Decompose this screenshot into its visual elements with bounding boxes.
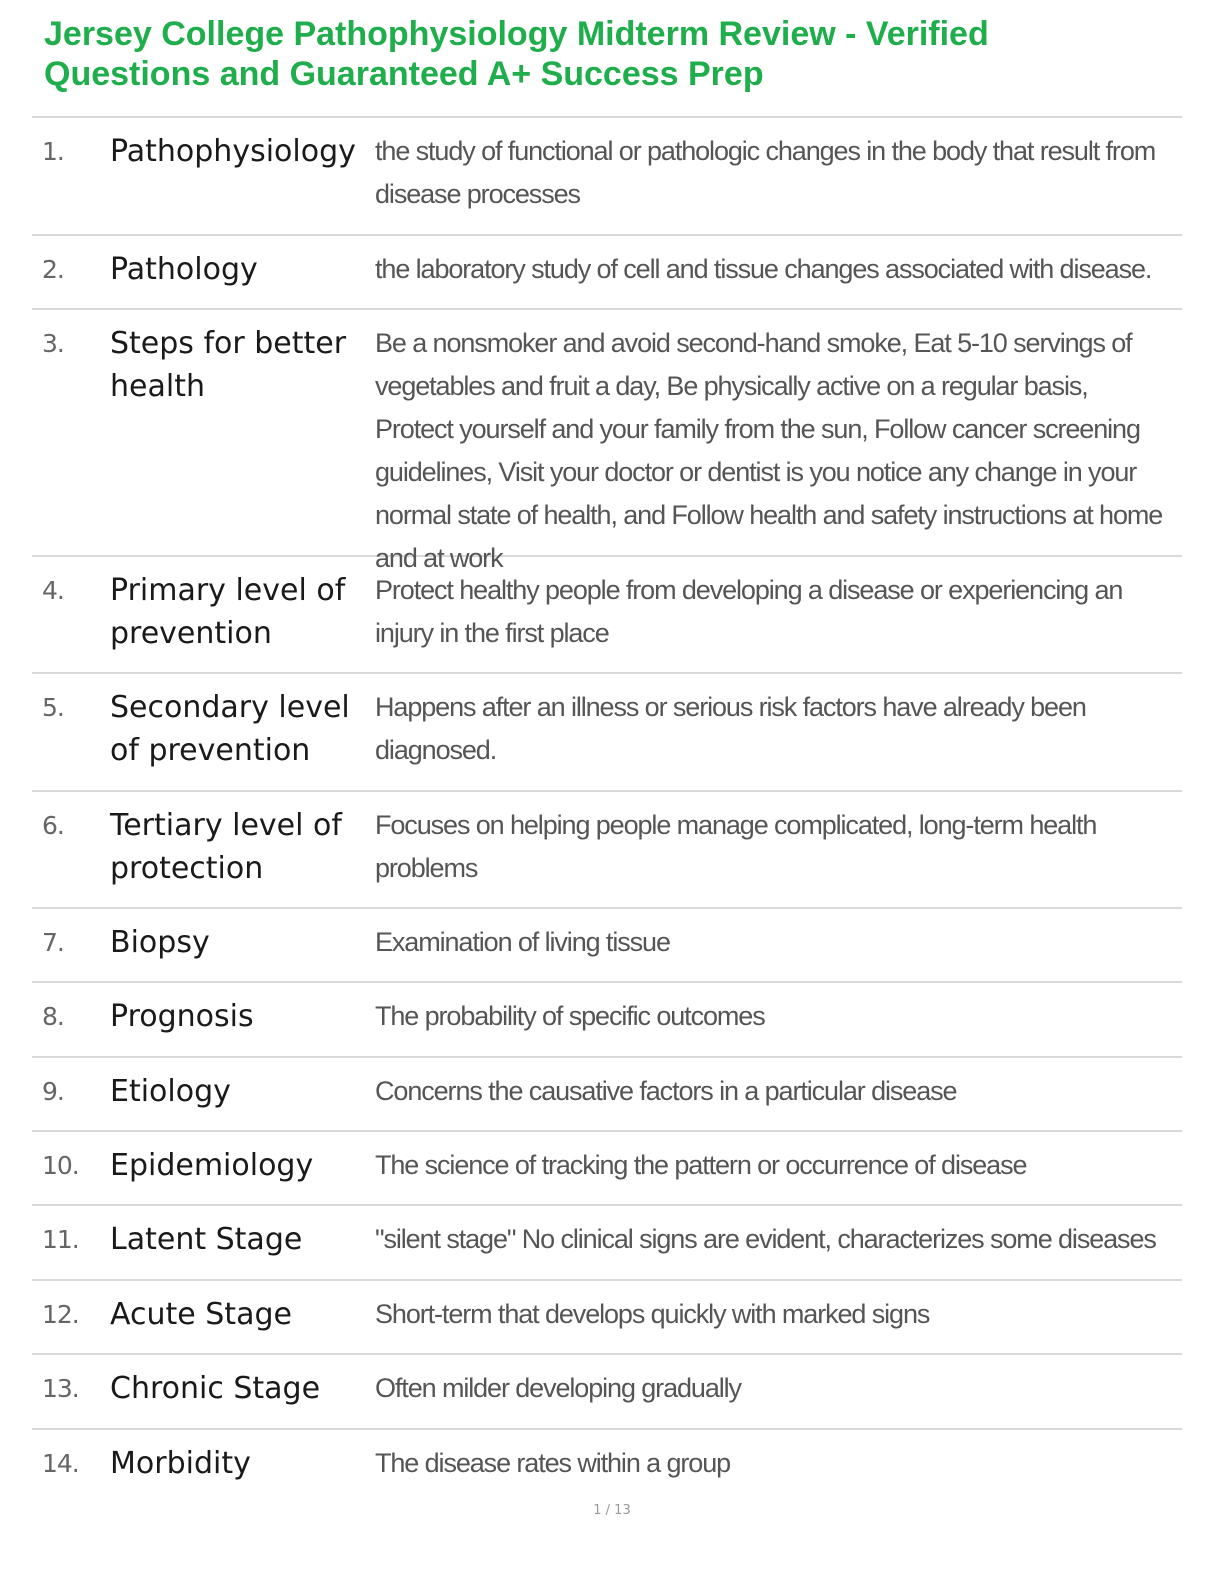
term: Pathology bbox=[110, 252, 258, 287]
table-row bbox=[32, 1355, 1182, 1430]
flashcard-table bbox=[32, 116, 1182, 1504]
item-number: 13. bbox=[42, 1374, 79, 1403]
definition: the study of functional or pathologic changes in the body that result from disease processes bbox=[375, 136, 1156, 209]
definition: Examination of living tissue bbox=[375, 927, 670, 957]
table-row bbox=[32, 909, 1182, 983]
definition: The disease rates within a group bbox=[375, 1448, 731, 1478]
term: Primary level of prevention bbox=[110, 573, 346, 651]
term: Acute Stage bbox=[110, 1297, 292, 1332]
table-row bbox=[32, 983, 1182, 1058]
table-row bbox=[32, 1281, 1182, 1355]
definition: The probability of specific outcomes bbox=[375, 1001, 765, 1031]
table-row bbox=[32, 1132, 1182, 1206]
item-number: 1. bbox=[42, 137, 64, 166]
definition: Concerns the causative factors in a particular disease bbox=[375, 1076, 957, 1106]
table-row bbox=[32, 1430, 1182, 1504]
item-number: 14. bbox=[42, 1449, 79, 1478]
item-number: 5. bbox=[42, 693, 64, 722]
item-number: 9. bbox=[42, 1077, 64, 1106]
title-line-1: Jersey College Pathophysiology Midterm Review - Verified bbox=[44, 15, 989, 53]
item-number: 2. bbox=[42, 255, 64, 284]
item-number: 8. bbox=[42, 1002, 64, 1031]
item-number: 7. bbox=[42, 928, 64, 957]
table-row bbox=[32, 1206, 1182, 1281]
document-title bbox=[44, 14, 1164, 94]
term: Chronic Stage bbox=[110, 1371, 321, 1406]
table-row bbox=[32, 118, 1182, 236]
term: Epidemiology bbox=[110, 1148, 314, 1183]
table-row bbox=[32, 236, 1182, 310]
table-row bbox=[32, 1058, 1182, 1132]
definition: Short-term that develops quickly with marked signs bbox=[375, 1299, 930, 1329]
table-row bbox=[32, 310, 1182, 573]
definition: Focuses on helping people manage complicated, long-term health problems bbox=[375, 810, 1097, 883]
term: Latent Stage bbox=[110, 1222, 303, 1257]
definition: The science of tracking the pattern or occurrence of disease bbox=[375, 1150, 1027, 1180]
definition: "silent stage" No clinical signs are evident, characterizes some diseases bbox=[375, 1224, 1156, 1254]
item-number: 11. bbox=[42, 1225, 79, 1254]
term: Prognosis bbox=[110, 999, 254, 1034]
definition: Often milder developing gradually bbox=[375, 1373, 741, 1403]
item-number: 12. bbox=[42, 1300, 79, 1329]
term: Biopsy bbox=[110, 925, 210, 960]
item-number: 4. bbox=[42, 576, 64, 605]
title-line-2: Questions and Guaranteed A+ Success Prep bbox=[44, 55, 764, 93]
table-row bbox=[32, 674, 1182, 792]
term: Secondary level of prevention bbox=[110, 690, 350, 768]
item-number: 10. bbox=[42, 1151, 79, 1180]
table-row bbox=[32, 557, 1182, 674]
item-number: 3. bbox=[42, 329, 64, 358]
term: Steps for better health bbox=[110, 326, 347, 404]
table-row bbox=[32, 792, 1182, 909]
term: Etiology bbox=[110, 1074, 231, 1109]
item-number: 6. bbox=[42, 811, 64, 840]
term: Pathophysiology bbox=[110, 134, 356, 169]
term: Morbidity bbox=[110, 1446, 251, 1481]
definition: the laboratory study of cell and tissue changes associated with disease. bbox=[375, 254, 1152, 284]
definition: Happens after an illness or serious risk factors have already been diagnosed. bbox=[375, 692, 1086, 765]
page-indicator: 1 / 13 bbox=[593, 1503, 631, 1518]
definition: Protect healthy people from developing a disease or experiencing an injury in the first place bbox=[375, 575, 1123, 648]
term: Tertiary level of protection bbox=[110, 808, 342, 886]
definition: Be a nonsmoker and avoid second-hand smoke, Eat 5-10 servings of vegetables and fruit a day, Be physically active on a regular basis, Protect yourself and your family from the sun, Follow cancer screening guidelines, Visit your doctor or dentist is you notice any change in your normal state of health, and Follow health and safety instructions at home and at work bbox=[375, 328, 1163, 573]
